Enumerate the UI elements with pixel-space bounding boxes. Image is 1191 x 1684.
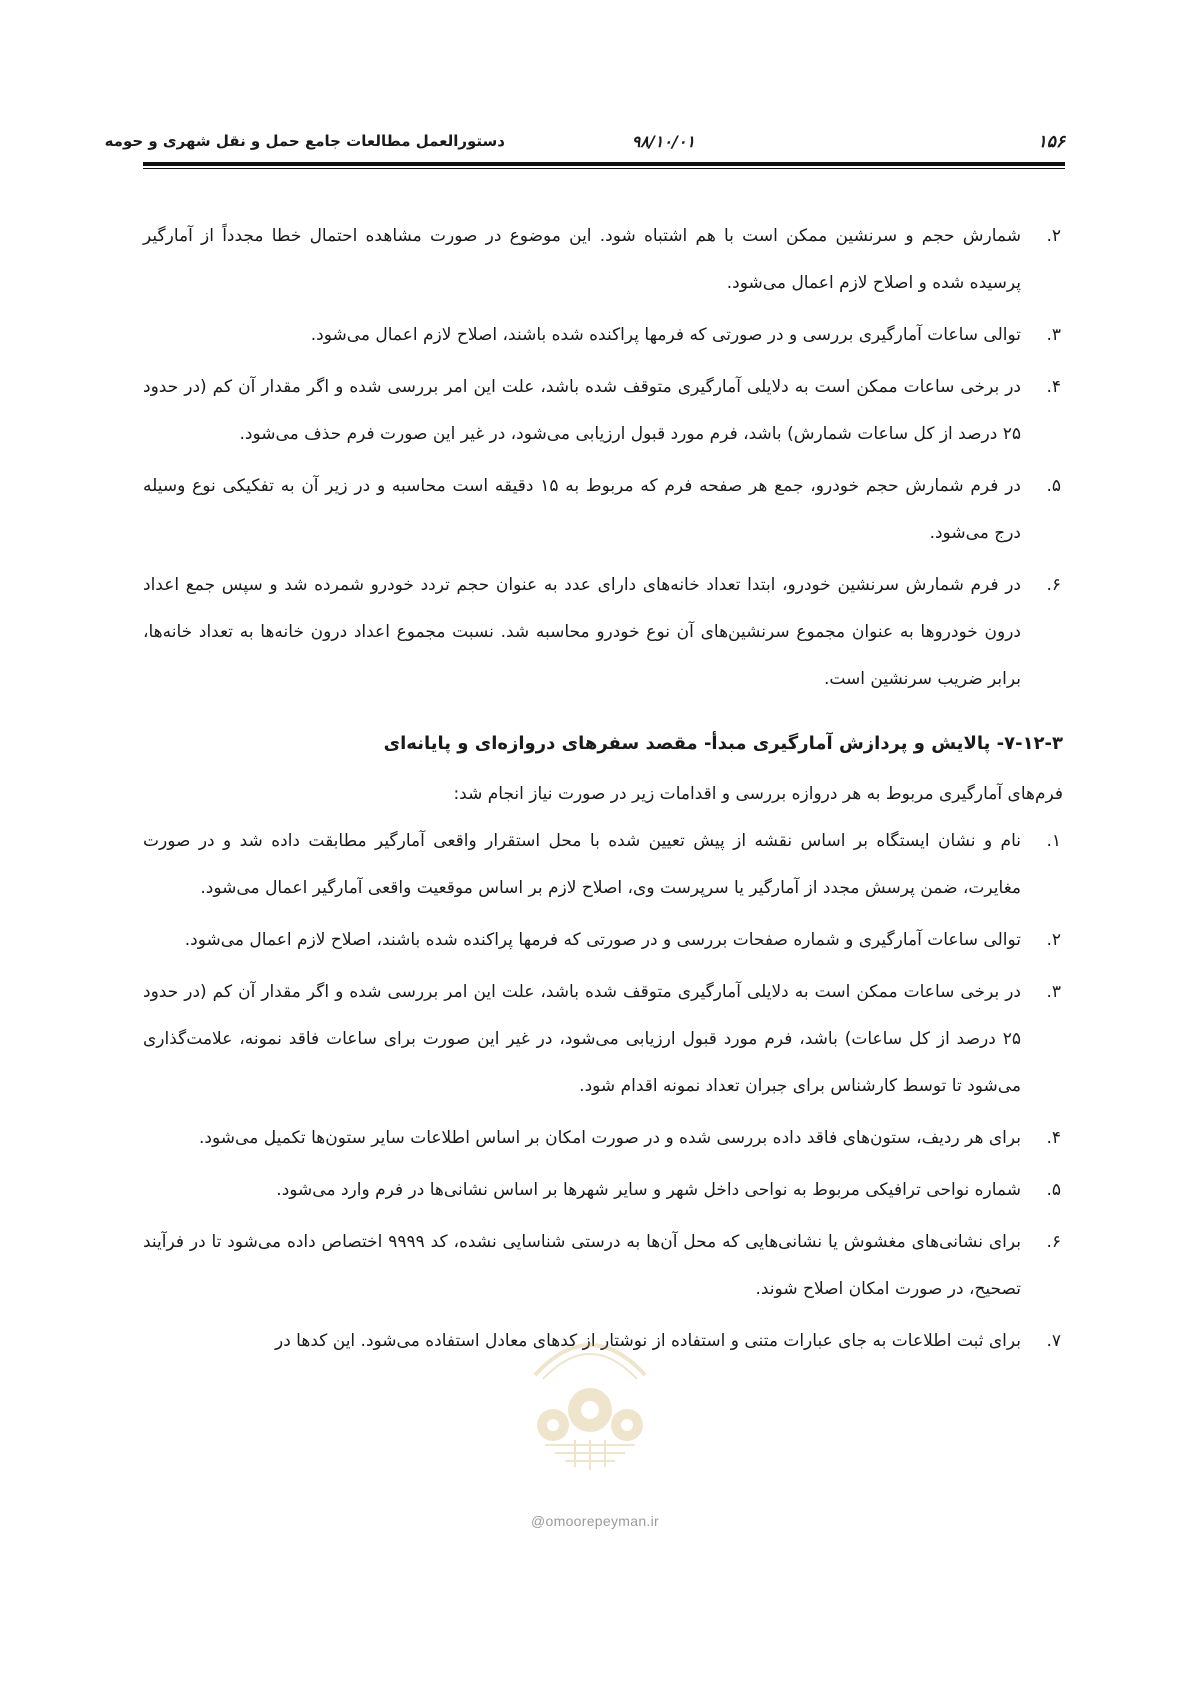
list-item-text: شماره نواحی ترافیکی مربوط به نواحی داخل شهر و سایر شهرها بر اساس نشانی‌ها در فرم وارد می‌شود. xyxy=(276,1180,1021,1200)
list-item-number: ۵. xyxy=(1046,1180,1061,1200)
list-item xyxy=(143,818,1063,912)
list-item-text: توالی ساعات آمارگیری و شماره صفحات بررسی و در صورتی که فرمها پراکنده شده باشند، اصلاح لازم اعمال می‌شود. xyxy=(184,930,1021,950)
page-header xyxy=(104,128,1065,162)
header-title: دستورالعمل مطالعات جامع حمل و نقل شهری و حومه xyxy=(104,132,505,150)
checklist-od-survey xyxy=(143,818,1063,1365)
list-item-number: ۱. xyxy=(1046,831,1061,851)
document-body xyxy=(143,213,1063,1370)
list-item-text: در فرم شمارش سرنشین خودرو، ابتدا تعداد خانه‌های دارای عدد به عنوان حجم تردد خودرو شمرده شد و سپس جمع اعداد درون خودروها به عنوان مجموع سرنشین‌های آن نوع خودرو محاسبه شد. نسبت مجموع اعداد درون خانه‌ها به تعداد خانه‌ها، برابر ضریب سرنشین است. xyxy=(143,575,1021,689)
section-heading: ۷-۱۲-۳- پالایش و پردازش آمارگیری مبدأ- مقصد سفرهای دروازه‌ای و پایانه‌ای xyxy=(383,733,1063,754)
list-item xyxy=(143,213,1063,307)
list-item xyxy=(143,1318,1063,1365)
section-intro: فرم‌های آمارگیری مربوط به هر دروازه بررسی و اقدامات زیر در صورت نیاز انجام شد: xyxy=(453,784,1063,804)
checklist-volume-counting xyxy=(143,213,1063,703)
list-item-number: ۲. xyxy=(1046,930,1061,950)
list-item-number: ۲. xyxy=(1046,226,1061,246)
page-number: ۱۵۶ xyxy=(1037,132,1065,152)
list-item-number: ۳. xyxy=(1046,982,1061,1002)
list-item-number: ۳. xyxy=(1046,325,1061,345)
list-item-number: ۷. xyxy=(1046,1331,1061,1351)
watermark-url: @omoorepeyman.ir xyxy=(531,1513,659,1529)
list-item-number: ۴. xyxy=(1046,1128,1061,1148)
list-item-text: برای نشانی‌های مغشوش یا نشانی‌هایی که محل آن‌ها به درستی شناسایی نشده، کد ۹۹۹۹ اختصاص داده می‌شود تا در فرآیند تصحیح، در صورت امکان اصلاح شوند. xyxy=(143,1232,1021,1299)
list-item xyxy=(143,364,1063,458)
list-item xyxy=(143,969,1063,1110)
header-rule-thick xyxy=(143,162,1065,166)
list-item xyxy=(143,312,1063,359)
header-date: ۹۸/۱۰/۰۱ xyxy=(631,132,695,151)
header-rule-thin xyxy=(143,168,1065,169)
list-item xyxy=(143,1219,1063,1313)
list-item-text: در برخی ساعات ممکن است به دلایلی آمارگیری متوقف شده باشد، علت این امر بررسی شده و اگر مقدار آن کم (در حدود ۲۵ درصد از کل ساعات) باشد، فرم مورد قبول ارزیابی می‌شود، در غیر این صورت برای ساعات فاقد نمونه، علامت‌گذاری می‌شود تا توسط کارشناس برای جبران تعداد نمونه اقدام شود. xyxy=(143,982,1021,1096)
list-item-text: در فرم شمارش حجم خودرو، جمع هر صفحه فرم که مربوط به ۱۵ دقیقه است محاسبه و در زیر آن به تفکیکی نوع وسیله درج می‌شود. xyxy=(143,476,1021,543)
list-item-number: ۵. xyxy=(1046,476,1061,496)
list-item-number: ۶. xyxy=(1046,1232,1061,1252)
list-item xyxy=(143,463,1063,557)
list-item-text: شمارش حجم و سرنشین ممکن است با هم اشتباه شود. این موضوع در صورت مشاهده احتمال خطا مجدداً از آمارگیر پرسیده شده و اصلاح لازم اعمال می‌شود. xyxy=(143,226,1021,293)
list-item xyxy=(143,917,1063,964)
list-item-text: نام و نشان ایستگاه بر اساس نقشه از پیش تعیین شده با محل استقرار واقعی آمارگیر مطابقت داده شد و در صورت مغایرت، ضمن پرسش مجدد از آمارگیر یا سرپرست وی، اصلاح لازم بر اساس موقعیت واقعی آمارگیر اعمال می‌شود. xyxy=(143,831,1021,898)
list-item xyxy=(143,1115,1063,1162)
list-item-text: برای ثبت اطلاعات به جای عبارات متنی و استفاده از نوشتار از کدهای معادل استفاده می‌شود. این کدها در xyxy=(275,1331,1021,1351)
list-item-text: توالی ساعات آمارگیری بررسی و در صورتی که فرمها پراکنده شده باشند، اصلاح لازم اعمال می‌شود. xyxy=(310,325,1021,345)
list-item-number: ۶. xyxy=(1046,575,1061,595)
list-item-text: برای هر ردیف، ستون‌های فاقد داده بررسی شده و در صورت امکان بر اساس اطلاعات سایر ستون‌ها تکمیل می‌شود. xyxy=(199,1128,1021,1148)
list-item xyxy=(143,1167,1063,1214)
list-item-number: ۴. xyxy=(1046,377,1061,397)
list-item-text: در برخی ساعات ممکن است به دلایلی آمارگیری متوقف شده باشد، علت این امر بررسی شده و اگر مقدار آن کم (در حدود ۲۵ درصد از کل ساعات شمارش) باشد، فرم مورد قبول ارزیابی می‌شود، در غیر این صورت فرم حذف می‌شود. xyxy=(143,377,1021,444)
list-item xyxy=(143,562,1063,703)
